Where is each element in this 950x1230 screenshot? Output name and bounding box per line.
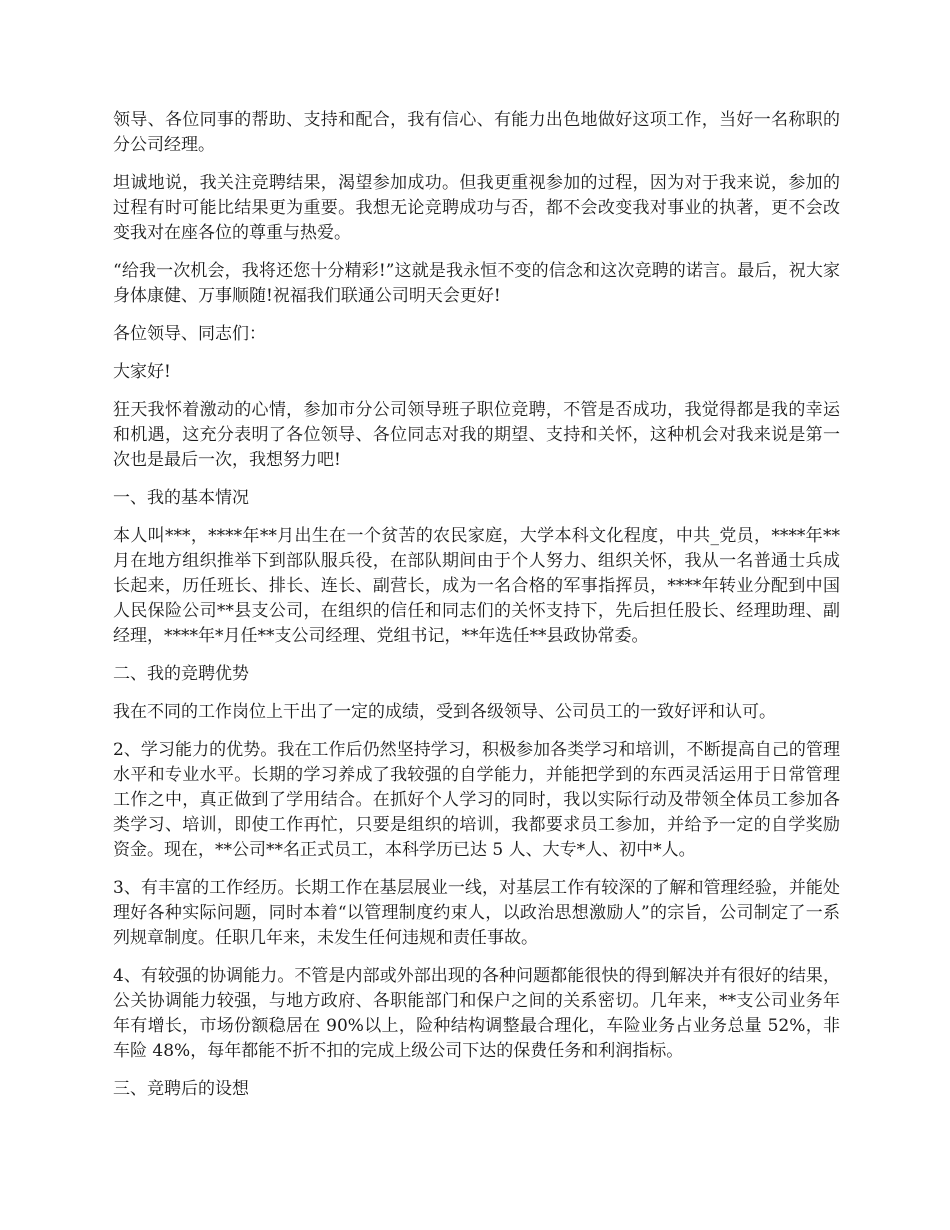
- greeting: 大家好!: [113, 362, 171, 382]
- paragraph-achievements: 我在不同的工作岗位上干出了一定的成绩，受到各级领导、公司员工的一致好评和认可。: [113, 702, 776, 722]
- paragraph-work-experience: 3、有丰富的工作经历。长期工作在基层展业一线，对基层工作有较深的了解和管理经验，并能处理好各种实际问题，同时本着“以管理制度约束人，以政治思想激励人”的宗旨，公司制定了一系列规章制度。任职几年来，未发生任何违规和责任事故。: [113, 878, 840, 948]
- paragraph-learning-ability: 2、学习能力的优势。我在工作后仍然坚持学习，积极参加各类学习和培训，不断提高自己的管理水平和专业水平。长期的学习养成了我较强的自学能力，并能把学到的东西灵活运用于日常管理工作之中，真正做到了学用结合。在抓好个人学习的同时，我以实际行动及带领全体员工参加各类学习、培训，即使工作再忙，只要是组织的培训，我都要求员工参加，并给予一定的自学奖励资金。现在，**公司**名正式员工，本科学历已达 5 人、大专*人、初中*人。: [113, 740, 840, 860]
- salutation: 各位领导、同志们：: [113, 324, 266, 344]
- section-heading-basic-info: 一、我的基本情况: [113, 488, 249, 508]
- paragraph-closing-confidence: 领导、各位同事的帮助、支持和配合，我有信心、有能力出色地做好这项工作，当好一名称职的分公司经理。: [113, 110, 840, 155]
- paragraph-promise: “给我一次机会，我将还您十分精彩!”这就是我永恒不变的信念和这次竞聘的诺言。最后，祝大家身体康健、万事顺随!祝福我们联通公司明天会更好!: [113, 261, 840, 306]
- section-heading-plans: 三、竞聘后的设想: [113, 1079, 249, 1099]
- paragraph-attitude: 坦诚地说，我关注竞聘结果，渴望参加成功。但我更重视参加的过程，因为对于我来说，参加的过程有时可能比结果更为重要。我想无论竞聘成功与否，都不会改变我对事业的执著，更不会改变我对在座各位的尊重与热爱。: [113, 173, 840, 243]
- paragraph-basic-info: 本人叫***，****年**月出生在一个贫苦的农民家庭，大学本科文化程度，中共_党员，****年**月在地方组织推举下到部队服兵役，在部队期间由于个人努力、组织关怀，我从一名普通士兵成长起来，历任班长、排长、连长、副营长，成为一名合格的军事指挥员，****年转业分配到中国人民保险公司**县支公司，在组织的信任和同志们的关怀支持下，先后担任股长、经理助理、副经理，****年*月任**支公司经理、党组书记，**年选任**县政协常委。: [113, 526, 840, 646]
- section-heading-advantages: 二、我的竞聘优势: [113, 664, 249, 684]
- paragraph-introduction: 狂天我怀着激动的心情，参加市分公司领导班子职位竞聘，不管是否成功，我觉得都是我的幸运和机遇，这充分表明了各位领导、各位同志对我的期望、支持和关怀，这种机会对我来说是第一次也是最后一次，我想努力吧!: [113, 400, 840, 470]
- paragraph-coordination-ability: 4、有较强的协调能力。不管是内部或外部出现的各种问题都能很快的得到解决并有很好的结果，公关协调能力较强，与地方政府、各职能部门和保户之间的关系密切。几年来，**支公司业务年年有增长，市场份额稳居在 90%以上，险种结构调整最合理化，车险业务占业务总量 52%，非车险 48%，每年都能不折不扣的完成上级公司下达的保费任务和利润指标。: [113, 966, 840, 1061]
